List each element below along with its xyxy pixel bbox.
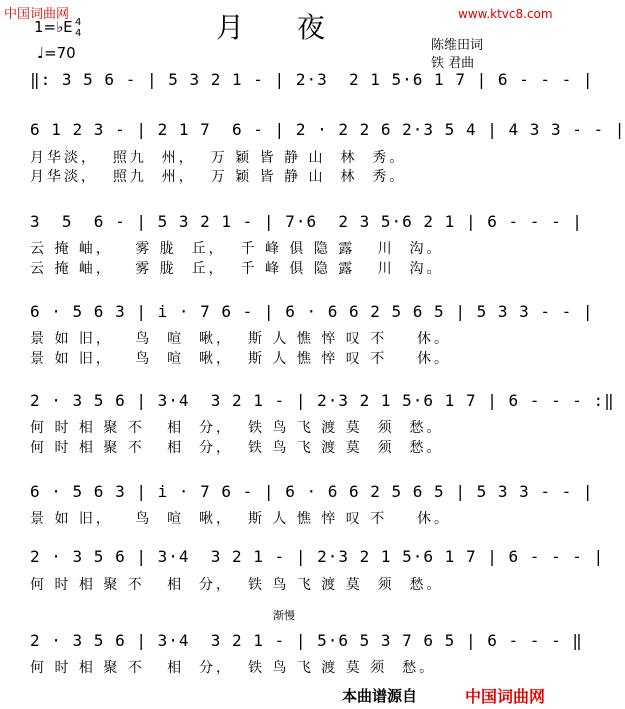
- lyric-line-4b: 景 如 旧， 鸟 喧 啾， 斯 人 憔 悴 叹 不 休。: [30, 351, 452, 367]
- lyric-line-2a: 月华淡， 照九 州， 万 颖 皆 静 山 林 秀。: [30, 150, 407, 166]
- lyric-line-7: 何 时 相 聚 不 相 分， 铁 鸟 飞 渡 莫 须 愁。: [30, 577, 444, 593]
- song-title: 月 夜: [216, 11, 347, 44]
- tempo-marking: 渐慢: [273, 609, 295, 622]
- watermark-right: www.ktvc8.com: [458, 7, 553, 21]
- notation-line-4: 6 · 5 6 3 | i · 7 6 - | 6 · 6 6 2 5 6 5 | 5 3 3 - - |: [30, 302, 594, 321]
- lyric-line-4a: 景 如 旧， 鸟 喧 啾， 斯 人 憔 悴 叹 不 休。: [30, 331, 452, 347]
- key-signature: 1=♭E: [34, 18, 73, 36]
- lyric-line-3a: 云 掩 岫， 雾 胧 丘， 千 峰 俱 隐 露 川 沟。: [30, 241, 444, 257]
- lyricist-credit: 陈维田词: [431, 38, 484, 53]
- watermark-left: 中国词曲网: [4, 7, 70, 22]
- notation-line-2: 6 1 2 3 - | 2 1 7 6 - | 2 · 2 2 6 2·3 5 4 | 4 3 3 - - |: [30, 120, 625, 139]
- lyric-line-3b: 云 掩 岫， 雾 胧 丘， 千 峰 俱 隐 露 川 沟。: [30, 261, 444, 277]
- notation-line-1: ‖: 3 5 6 - | 5 3 2 1 - | 2·3 2 1 5·6 1 7 | 6 - - - |: [30, 70, 594, 89]
- notation-line-3: 3 5 6 - | 5 3 2 1 - | 7·6 2 3 5·6 2 1 | 6 - - - |: [30, 212, 583, 231]
- footer-source: 本曲谱源自: [342, 687, 418, 705]
- lyric-line-8: 何 时 相 聚 不 相 分， 铁 鸟 飞 渡 莫 须 愁。: [30, 660, 437, 676]
- lyric-line-2b: 月华淡， 照九 州， 万 颖 皆 静 山 林 秀。: [30, 169, 407, 185]
- footer-site: 中国词曲网: [465, 687, 546, 706]
- composer-credit: 铁 君曲: [431, 56, 475, 71]
- time-signature-top: 4: [75, 17, 82, 28]
- notation-line-6: 6 · 5 6 3 | i · 7 6 - | 6 · 6 6 2 5 6 5 | 5 3 3 - - |: [30, 482, 594, 501]
- time-signature-bottom: 4: [75, 28, 82, 39]
- lyric-line-5b: 何 时 相 聚 不 相 分， 铁 鸟 飞 渡 莫 须 愁。: [30, 440, 444, 456]
- notation-line-8: 2 · 3 5 6 | 3·4 3 2 1 - | 5·6 5 3 7 6 5 | 6 - - - ‖: [30, 631, 583, 650]
- notation-line-7: 2 · 3 5 6 | 3·4 3 2 1 - | 2·3 2 1 5·6 1 7 | 6 - - - |: [30, 547, 605, 566]
- lyric-line-5a: 何 时 相 聚 不 相 分， 铁 鸟 飞 渡 莫 须 愁。: [30, 420, 444, 436]
- lyric-line-6: 景 如 旧， 鸟 喧 啾， 斯 人 憔 悴 叹 不 休。: [30, 511, 452, 527]
- notation-line-5: 2 · 3 5 6 | 3·4 3 2 1 - | 2·3 2 1 5·6 1 7 | 6 - - - :‖: [30, 391, 615, 410]
- tempo-mark: ♩=70: [37, 44, 76, 62]
